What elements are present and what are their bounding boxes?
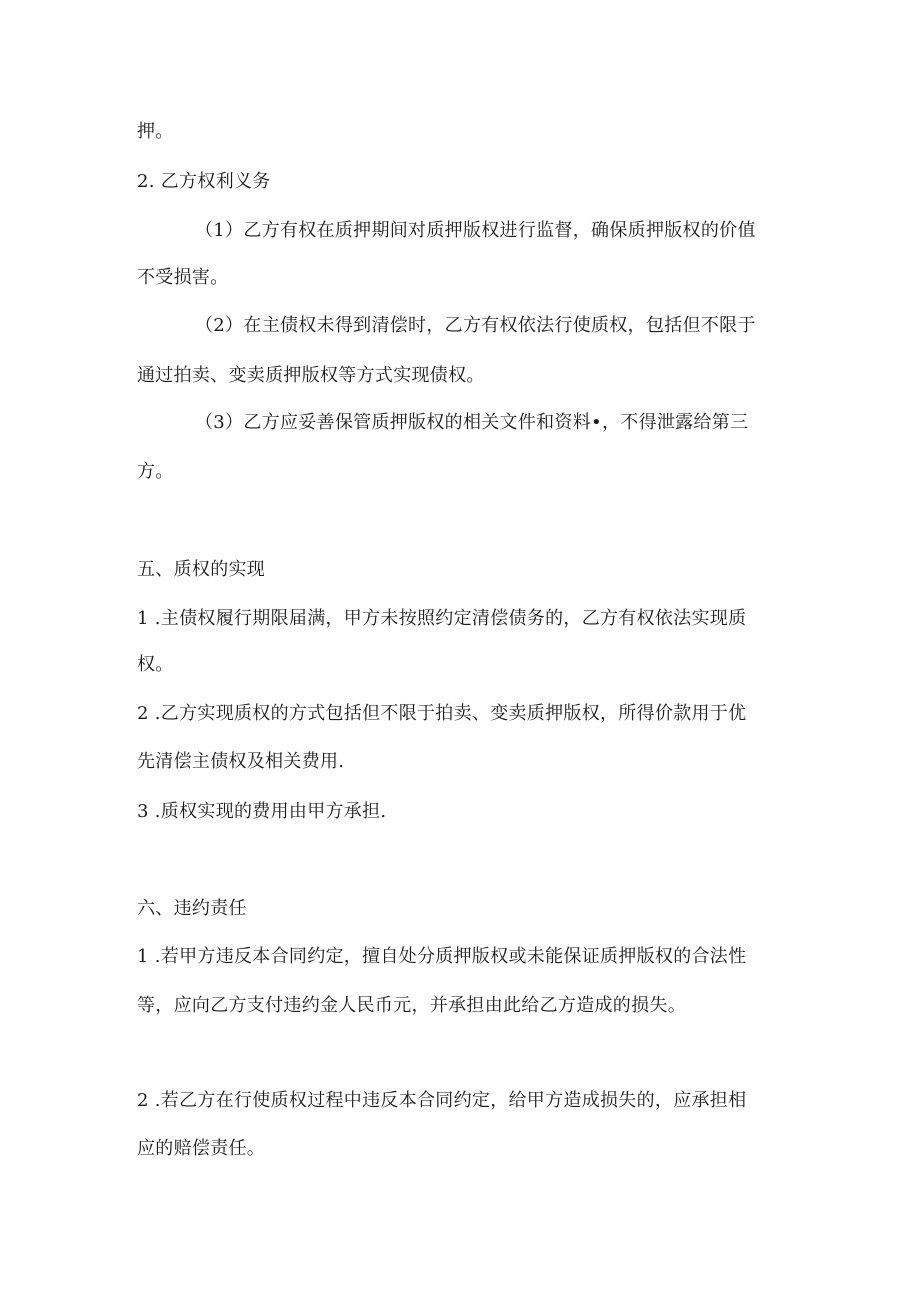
paragraph-line: （2）在主债权未得到清偿时，乙方有权依法行使质权，包括但不限于 — [195, 315, 756, 336]
paragraph-line: 先清偿主债权及相关费用. — [137, 751, 345, 772]
section-heading: 六、违约责任 — [137, 898, 247, 919]
paragraph-line: 不受损害。 — [137, 267, 229, 288]
paragraph-line: 2 .若乙方在行使质权过程中违反本合同约定，给甲方造成损失的，应承担相 — [137, 1090, 747, 1111]
paragraph-line: 通过拍卖、变卖质押版权等方式实现债权。 — [137, 365, 485, 386]
paragraph-line: 权。 — [137, 654, 174, 675]
section-heading: 五、质权的实现 — [137, 559, 266, 580]
section-heading: 2. 乙方权利义务 — [137, 171, 271, 192]
paragraph-line: （1）乙方有权在质押期间对质押版权进行监督，确保质押版权的价值 — [195, 220, 756, 241]
paragraph-line: 1 .若甲方违反本合同约定，擅自处分质押版权或未能保证质押版权的合法性 — [137, 946, 747, 967]
paragraph-line: （3）乙方应妥善保管质押版权的相关文件和资料•，不得泄露给第三 — [195, 412, 749, 433]
paragraph-line: 押。 — [137, 121, 174, 142]
paragraph-line: 方。 — [137, 461, 174, 482]
paragraph-line: 2 .乙方实现质权的方式包括但不限于拍卖、变卖质押版权，所得价款用于优 — [137, 703, 747, 724]
paragraph-line: 1 .主债权履行期限届满，甲方未按照约定清偿债务的，乙方有权依法实现质 — [137, 608, 747, 629]
paragraph-line: 应的赔偿责任。 — [137, 1138, 266, 1159]
paragraph-line: 等，应向乙方支付违约金人民币元，并承担由此给乙方造成的损失。 — [137, 995, 686, 1016]
paragraph-line: 3 .质权实现的费用由甲方承担. — [137, 801, 387, 822]
